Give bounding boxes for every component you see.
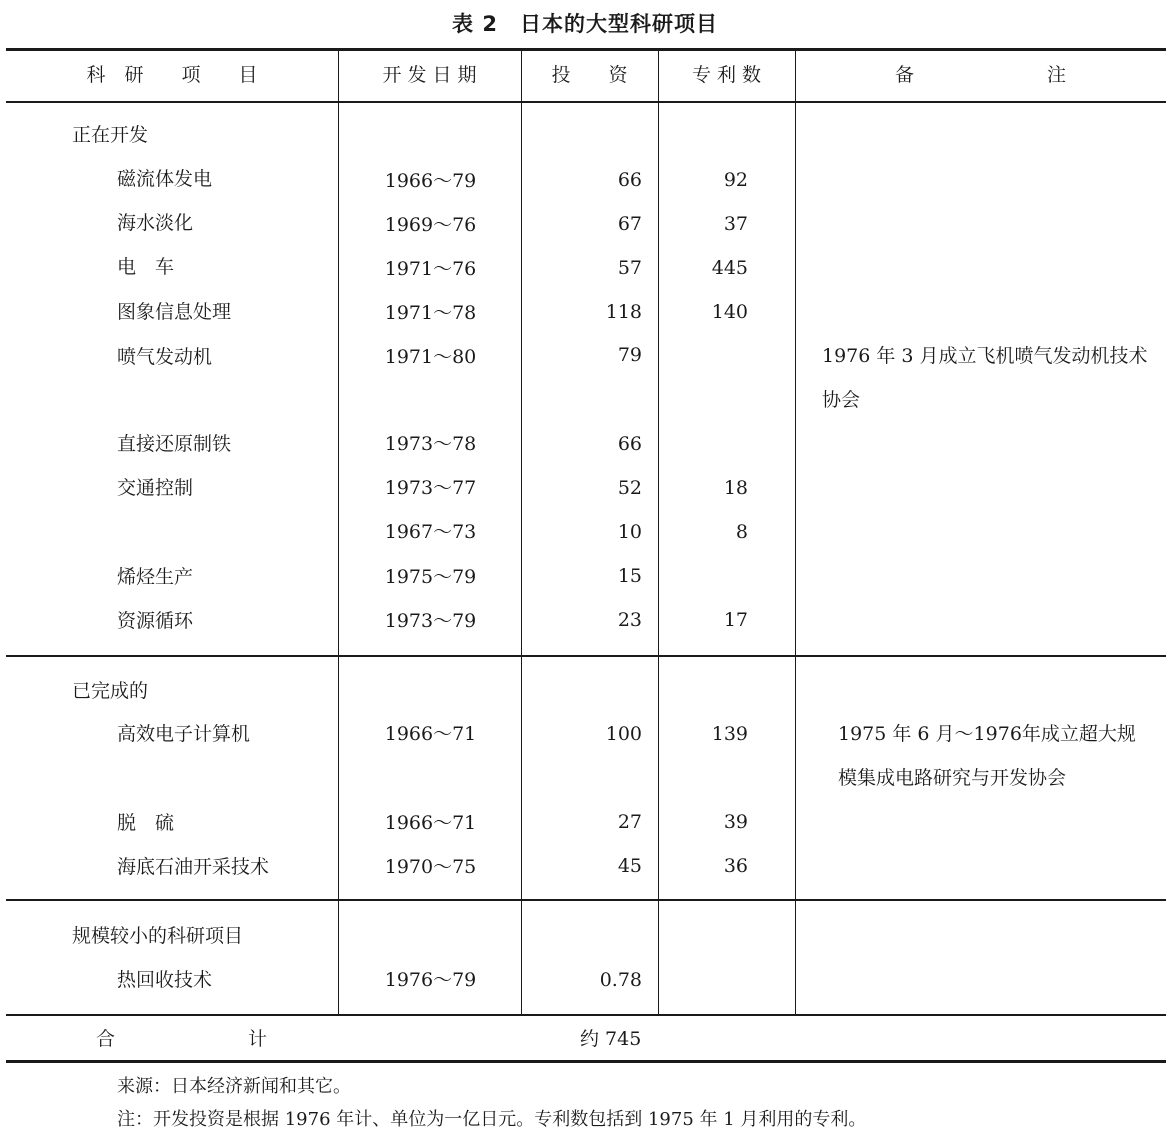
project-period: 1975～79 — [384, 566, 477, 588]
project-patents: 140 — [711, 301, 748, 323]
project-name: 热回收技术 — [117, 969, 213, 991]
total-value: 约 745 — [580, 1028, 642, 1050]
project-investment: 52 — [617, 477, 642, 499]
project-investment: 27 — [617, 811, 642, 833]
project-patents: 445 — [711, 257, 748, 279]
footnote: 注：开发投资是根据 1976 年计、单位为一亿日元。专利数包括到 1975 年 1 月利用的专利。 — [117, 1109, 867, 1130]
project-name: 资源循环 — [117, 610, 194, 632]
section-divider — [6, 655, 1166, 657]
project-investment: 79 — [617, 344, 642, 366]
project-name: 交通控制 — [117, 477, 194, 499]
header-remarks: 备 注 — [894, 64, 1066, 86]
project-investment: 66 — [617, 433, 642, 455]
table-number: 表 2 — [452, 12, 498, 36]
project-name: 喷气发动机 — [117, 346, 213, 368]
project-period: 1973～77 — [384, 477, 477, 499]
project-patents: 36 — [723, 855, 748, 877]
column-rule — [338, 50, 339, 1015]
project-name: 磁流体发电 — [117, 168, 213, 190]
section-heading: 规模较小的科研项目 — [72, 925, 244, 947]
project-name: 海水淡化 — [117, 212, 194, 234]
project-investment: 23 — [617, 609, 642, 631]
project-period: 1970～75 — [384, 856, 477, 878]
source-note: 来源：日本经济新闻和其它。 — [117, 1076, 351, 1097]
header-investment: 投 资 — [551, 64, 628, 86]
column-rule — [658, 50, 659, 1015]
column-rule — [521, 50, 522, 1015]
project-investment: 10 — [617, 521, 642, 543]
project-period: 1976～79 — [384, 969, 477, 991]
project-name: 烯烃生产 — [117, 566, 194, 588]
project-period: 1966～71 — [384, 723, 477, 745]
project-name: 直接还原制铁 — [117, 433, 232, 455]
header-rule — [6, 101, 1166, 103]
project-investment: 57 — [617, 257, 642, 279]
project-investment: 67 — [617, 213, 642, 235]
total-label: 合 计 — [96, 1028, 268, 1050]
project-period: 1966～79 — [384, 170, 477, 192]
project-patents: 92 — [723, 169, 748, 191]
header-patents: 专 利 数 — [691, 64, 762, 86]
project-period: 1973～78 — [384, 433, 477, 455]
project-patents: 139 — [711, 723, 748, 745]
project-investment: 118 — [605, 301, 642, 323]
project-name: 海底石油开采技术 — [117, 856, 270, 878]
project-period: 1973～79 — [384, 610, 477, 632]
table-title — [0, 8, 1170, 38]
section-heading: 正在开发 — [72, 124, 149, 146]
project-name: 高效电子计算机 — [117, 723, 251, 745]
project-period: 1967～73 — [384, 521, 477, 543]
total-rule — [6, 1014, 1166, 1016]
project-investment: 15 — [617, 565, 642, 587]
bottom-rule — [6, 1060, 1166, 1063]
project-investment: 0.78 — [599, 969, 642, 991]
project-period: 1971～76 — [384, 258, 477, 280]
column-rule — [795, 50, 796, 1015]
project-period: 1969～76 — [384, 214, 477, 236]
project-name: 图象信息处理 — [117, 301, 232, 323]
project-patents: 18 — [723, 477, 748, 499]
project-name: 脱 硫 — [117, 812, 175, 834]
project-patents: 39 — [723, 811, 748, 833]
project-investment: 100 — [605, 723, 642, 745]
project-investment: 45 — [617, 855, 642, 877]
project-period: 1966～71 — [384, 812, 477, 834]
project-investment: 66 — [617, 169, 642, 191]
remark-note: 1976 年 3 月成立飞机喷气发动机技术协会 — [822, 345, 1148, 411]
project-period: 1971～80 — [384, 346, 477, 368]
project-patents: 37 — [723, 213, 748, 235]
top-rule — [6, 48, 1166, 51]
remark-note: 1975 年 6 月～1976年成立超大规模集成电路研究与开发协会 — [838, 723, 1136, 789]
section-heading: 已完成的 — [72, 680, 149, 702]
project-patents: 17 — [723, 609, 748, 631]
project-period: 1971～78 — [384, 302, 477, 324]
project-patents: 8 — [735, 521, 748, 543]
project-name: 电 车 — [117, 256, 175, 278]
table-title-text: 日本的大型科研项目 — [519, 12, 718, 36]
section-divider — [6, 899, 1166, 901]
header-period: 开 发 日 期 — [382, 64, 477, 86]
header-project: 科 研 项 目 — [86, 64, 258, 86]
